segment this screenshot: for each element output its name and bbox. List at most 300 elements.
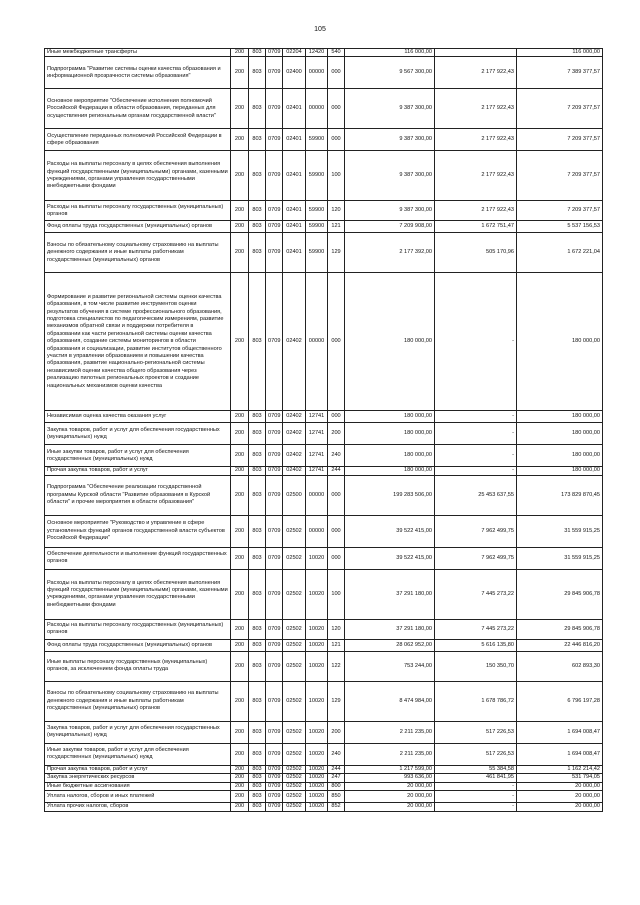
table-row — [45, 639, 603, 651]
row-value-approved: 753 244,00 — [345, 651, 435, 681]
row-value-approved: 9 387 300,00 — [345, 151, 435, 201]
row-value-executed: 5 616 135,80 — [435, 639, 517, 651]
row-name: Взносы по обязательному социальному страхованию на выплаты денежного содержания и иные выплаты работникам государственных (муниципальных) органов — [45, 681, 231, 721]
row-code-1: 200 — [231, 89, 249, 129]
row-code-5: 59900 — [306, 221, 328, 233]
row-code-5: 10020 — [306, 782, 328, 790]
row-code-4: 02401 — [283, 151, 306, 201]
row-code-5: 10020 — [306, 765, 328, 773]
row-code-4: 02402 — [283, 423, 306, 445]
row-value-remaining: 180 000,00 — [517, 423, 603, 445]
row-code-2: 803 — [249, 569, 266, 619]
row-code-1: 200 — [231, 129, 249, 151]
row-value-remaining: 5 537 156,53 — [517, 221, 603, 233]
row-code-2: 803 — [249, 803, 266, 812]
table-row — [45, 743, 603, 765]
row-code-3: 0709 — [266, 619, 283, 639]
row-value-executed: - — [435, 445, 517, 467]
row-code-2: 803 — [249, 791, 266, 803]
row-value-approved: 180 000,00 — [345, 445, 435, 467]
table-row — [45, 774, 603, 782]
row-code-5: 59900 — [306, 129, 328, 151]
row-value-executed: 7 962 499,75 — [435, 547, 517, 569]
row-code-3: 0709 — [266, 273, 283, 411]
row-code-6: 200 — [328, 721, 345, 743]
row-code-1: 200 — [231, 49, 249, 57]
row-name: Формирование и развитие региональной системы оценки качества образования, в том числе развитие инструментов оценки результатов обучения в системе профессионального образования, подготовка специалистов по педагогическим измерениям, развитие механизмов обратной связи и поддержки потребителя в образовании как части региональной системы оценки качества образования, создание системы мониторингов в области образования и социализации, развитие институтов общественного участия в управлении образованием и повышении качества образования, развитие национально-региональной системы независимой оценки качества общего образования через реализацию пилотных региональных проектов и создание национальных механизмов оценки качества — [45, 273, 231, 411]
row-code-5: 59900 — [306, 201, 328, 221]
row-code-1: 200 — [231, 515, 249, 547]
row-code-3: 0709 — [266, 49, 283, 57]
row-value-approved: 116 000,00 — [345, 49, 435, 57]
row-code-2: 803 — [249, 423, 266, 445]
budget-table-body — [45, 49, 603, 812]
row-value-executed: 2 177 922,43 — [435, 201, 517, 221]
row-code-5: 10020 — [306, 569, 328, 619]
row-value-approved: 9 387 300,00 — [345, 201, 435, 221]
table-row — [45, 569, 603, 619]
row-code-3: 0709 — [266, 445, 283, 467]
row-code-6: 129 — [328, 233, 345, 273]
row-value-remaining: 7 209 377,57 — [517, 89, 603, 129]
row-code-3: 0709 — [266, 651, 283, 681]
row-code-6: 100 — [328, 151, 345, 201]
row-code-6: 000 — [328, 475, 345, 515]
row-value-remaining: 1 694 008,47 — [517, 743, 603, 765]
row-code-2: 803 — [249, 129, 266, 151]
row-value-remaining: 7 209 377,57 — [517, 129, 603, 151]
row-value-executed: 461 841,95 — [435, 774, 517, 782]
row-value-remaining: 180 000,00 — [517, 445, 603, 467]
row-code-1: 200 — [231, 791, 249, 803]
row-name: Иные выплаты персоналу государственных (муниципальных) органов, за исключением фонда оплаты труда — [45, 651, 231, 681]
row-code-1: 200 — [231, 743, 249, 765]
row-code-4: 02502 — [283, 743, 306, 765]
row-code-1: 200 — [231, 774, 249, 782]
row-code-3: 0709 — [266, 57, 283, 89]
row-code-6: 244 — [328, 467, 345, 475]
row-code-3: 0709 — [266, 151, 283, 201]
table-row — [45, 151, 603, 201]
row-name: Обеспечение деятельности и выполнение функций государственных органов — [45, 547, 231, 569]
row-code-4: 02502 — [283, 639, 306, 651]
row-code-3: 0709 — [266, 475, 283, 515]
row-code-6: 122 — [328, 651, 345, 681]
row-code-6: 247 — [328, 774, 345, 782]
row-value-approved: 7 209 908,00 — [345, 221, 435, 233]
row-code-1: 200 — [231, 547, 249, 569]
row-code-5: 10020 — [306, 803, 328, 812]
row-code-5: 12741 — [306, 467, 328, 475]
row-code-4: 02502 — [283, 619, 306, 639]
row-value-approved: 9 387 300,00 — [345, 89, 435, 129]
row-value-executed: 505 170,96 — [435, 233, 517, 273]
row-code-4: 02401 — [283, 89, 306, 129]
row-code-4: 02502 — [283, 782, 306, 790]
row-name: Иные закупки товаров, работ и услуг для обеспечения государственных (муниципальных) нужд — [45, 445, 231, 467]
row-value-remaining: 29 845 906,78 — [517, 569, 603, 619]
row-name: Уплата налогов, сборов и иных платежей — [45, 791, 231, 803]
row-code-1: 200 — [231, 619, 249, 639]
row-code-6: 850 — [328, 791, 345, 803]
row-value-approved: 20 000,00 — [345, 782, 435, 790]
row-name: Прочая закупка товаров, работ и услуг — [45, 765, 231, 773]
row-code-5: 59900 — [306, 151, 328, 201]
row-code-4: 02502 — [283, 765, 306, 773]
row-code-4: 02400 — [283, 57, 306, 89]
row-name: Уплата прочих налогов, сборов — [45, 803, 231, 812]
row-code-5: 10020 — [306, 651, 328, 681]
row-name: Независимая оценка качества оказания услуг — [45, 411, 231, 423]
row-code-5: 12741 — [306, 423, 328, 445]
row-value-remaining: 20 000,00 — [517, 803, 603, 812]
row-value-approved: 20 000,00 — [345, 803, 435, 812]
row-value-remaining: 531 794,05 — [517, 774, 603, 782]
row-name: Фонд оплаты труда государственных (муниципальных) органов — [45, 221, 231, 233]
row-code-2: 803 — [249, 273, 266, 411]
row-code-1: 200 — [231, 475, 249, 515]
row-code-4: 02502 — [283, 721, 306, 743]
row-code-1: 200 — [231, 445, 249, 467]
row-code-5: 10020 — [306, 547, 328, 569]
row-value-approved: 2 211 235,00 — [345, 743, 435, 765]
row-value-approved: 180 000,00 — [345, 423, 435, 445]
row-value-executed: 2 177 922,43 — [435, 129, 517, 151]
row-code-4: 02402 — [283, 273, 306, 411]
row-code-3: 0709 — [266, 423, 283, 445]
row-name: Фонд оплаты труда государственных (муниципальных) органов — [45, 639, 231, 651]
table-row — [45, 129, 603, 151]
row-value-approved: 39 522 415,00 — [345, 547, 435, 569]
row-code-2: 803 — [249, 467, 266, 475]
row-code-6: 120 — [328, 201, 345, 221]
row-name: Иные межбюджетные трансферты — [45, 49, 231, 57]
row-code-3: 0709 — [266, 129, 283, 151]
row-code-5: 00000 — [306, 515, 328, 547]
row-value-executed: - — [435, 273, 517, 411]
row-code-6: 121 — [328, 639, 345, 651]
table-row — [45, 467, 603, 475]
row-code-1: 200 — [231, 681, 249, 721]
row-value-executed: 1 672 751,47 — [435, 221, 517, 233]
row-code-1: 200 — [231, 651, 249, 681]
row-value-remaining: 1 162 214,42 — [517, 765, 603, 773]
row-name: Подпрограмма "Развитие системы оценки качества образования и информационной прозрачности системы образования" — [45, 57, 231, 89]
row-code-1: 200 — [231, 467, 249, 475]
row-code-2: 803 — [249, 57, 266, 89]
row-code-2: 803 — [249, 681, 266, 721]
row-value-executed: 7 962 499,75 — [435, 515, 517, 547]
table-row — [45, 515, 603, 547]
row-value-approved: 2 177 392,00 — [345, 233, 435, 273]
row-code-5: 10020 — [306, 721, 328, 743]
row-code-6: 000 — [328, 547, 345, 569]
table-row — [45, 49, 603, 57]
row-value-executed: 2 177 922,43 — [435, 89, 517, 129]
row-code-5: 12741 — [306, 445, 328, 467]
row-code-6: 000 — [328, 273, 345, 411]
row-value-executed: - — [435, 467, 517, 475]
row-value-executed: 7 445 273,22 — [435, 569, 517, 619]
row-code-3: 0709 — [266, 89, 283, 129]
row-value-remaining: 1 672 221,04 — [517, 233, 603, 273]
row-name: Расходы на выплаты персоналу в целях обеспечения выполнения функций государственными (муниципальными) органами, казенными учреждениями, органами управления государственными внебюджетными фондами — [45, 569, 231, 619]
row-name: Взносы по обязательному социальному страхованию на выплаты денежного содержания и иные выплаты работникам государственных (муниципальных) органов — [45, 233, 231, 273]
row-value-executed: 7 445 273,22 — [435, 619, 517, 639]
row-code-6: 000 — [328, 515, 345, 547]
row-value-executed: - — [435, 411, 517, 423]
row-code-2: 803 — [249, 151, 266, 201]
row-code-4: 02502 — [283, 791, 306, 803]
row-code-4: 02204 — [283, 49, 306, 57]
row-code-6: 540 — [328, 49, 345, 57]
row-code-3: 0709 — [266, 782, 283, 790]
row-code-4: 02502 — [283, 547, 306, 569]
row-code-6: 240 — [328, 743, 345, 765]
row-code-1: 200 — [231, 803, 249, 812]
row-code-6: 244 — [328, 765, 345, 773]
row-value-approved: 8 474 984,00 — [345, 681, 435, 721]
row-code-4: 02502 — [283, 569, 306, 619]
row-code-2: 803 — [249, 721, 266, 743]
row-code-2: 803 — [249, 411, 266, 423]
row-code-3: 0709 — [266, 515, 283, 547]
row-code-1: 200 — [231, 782, 249, 790]
row-code-4: 02402 — [283, 411, 306, 423]
row-code-6: 000 — [328, 57, 345, 89]
row-code-6: 100 — [328, 569, 345, 619]
row-value-approved: 9 567 300,00 — [345, 57, 435, 89]
row-value-executed: 2 177 922,43 — [435, 57, 517, 89]
row-code-3: 0709 — [266, 411, 283, 423]
row-code-6: 129 — [328, 681, 345, 721]
row-code-1: 200 — [231, 233, 249, 273]
row-code-3: 0709 — [266, 467, 283, 475]
row-code-5: 59900 — [306, 233, 328, 273]
row-code-5: 00000 — [306, 475, 328, 515]
row-code-1: 200 — [231, 273, 249, 411]
row-value-executed: 2 177 922,43 — [435, 151, 517, 201]
row-code-2: 803 — [249, 639, 266, 651]
row-value-approved: 180 000,00 — [345, 411, 435, 423]
row-name: Закупка товаров, работ и услуг для обеспечения государственных (муниципальных) нужд — [45, 721, 231, 743]
row-value-approved: 9 387 300,00 — [345, 129, 435, 151]
row-value-approved: 39 522 415,00 — [345, 515, 435, 547]
table-row — [45, 411, 603, 423]
table-row — [45, 782, 603, 790]
row-code-5: 00000 — [306, 89, 328, 129]
row-value-approved: 199 283 506,00 — [345, 475, 435, 515]
row-code-3: 0709 — [266, 201, 283, 221]
row-name: Расходы на выплаты персоналу государственных (муниципальных) органов — [45, 619, 231, 639]
table-row — [45, 651, 603, 681]
table-row — [45, 201, 603, 221]
row-code-6: 121 — [328, 221, 345, 233]
row-code-5: 00000 — [306, 57, 328, 89]
row-value-remaining: 7 209 377,57 — [517, 151, 603, 201]
row-code-4: 02502 — [283, 651, 306, 681]
row-value-remaining: 180 000,00 — [517, 467, 603, 475]
row-code-1: 200 — [231, 423, 249, 445]
row-code-3: 0709 — [266, 681, 283, 721]
row-code-1: 200 — [231, 721, 249, 743]
row-value-approved: 1 217 599,00 — [345, 765, 435, 773]
row-code-5: 12420 — [306, 49, 328, 57]
table-row — [45, 273, 603, 411]
row-code-2: 803 — [249, 233, 266, 273]
row-code-1: 200 — [231, 639, 249, 651]
row-code-2: 803 — [249, 743, 266, 765]
row-code-4: 02401 — [283, 201, 306, 221]
row-name: Закупка энергетических ресурсов — [45, 774, 231, 782]
row-code-2: 803 — [249, 547, 266, 569]
row-code-6: 852 — [328, 803, 345, 812]
row-code-2: 803 — [249, 201, 266, 221]
row-value-executed: 1 678 786,72 — [435, 681, 517, 721]
row-value-executed — [435, 49, 517, 57]
table-row — [45, 445, 603, 467]
row-value-approved: 37 291 180,00 — [345, 619, 435, 639]
row-code-6: 240 — [328, 445, 345, 467]
row-value-executed: 517 226,53 — [435, 743, 517, 765]
row-value-remaining: 173 829 870,45 — [517, 475, 603, 515]
row-code-5: 10020 — [306, 639, 328, 651]
row-code-3: 0709 — [266, 547, 283, 569]
row-code-3: 0709 — [266, 721, 283, 743]
row-value-remaining: 29 845 906,78 — [517, 619, 603, 639]
row-code-5: 10020 — [306, 743, 328, 765]
table-row — [45, 681, 603, 721]
row-value-executed: 150 350,70 — [435, 651, 517, 681]
row-code-4: 02401 — [283, 233, 306, 273]
row-code-5: 10020 — [306, 681, 328, 721]
table-row — [45, 721, 603, 743]
table-row — [45, 547, 603, 569]
row-code-4: 02502 — [283, 803, 306, 812]
row-name: Иные бюджетные ассигнования — [45, 782, 231, 790]
row-code-3: 0709 — [266, 233, 283, 273]
row-name: Расходы на выплаты персоналу государственных (муниципальных) органов — [45, 201, 231, 221]
table-row — [45, 791, 603, 803]
row-value-remaining: 1 694 008,47 — [517, 721, 603, 743]
table-row — [45, 57, 603, 89]
row-code-2: 803 — [249, 515, 266, 547]
row-value-remaining: 22 446 816,20 — [517, 639, 603, 651]
row-name: Прочая закупка товаров, работ и услуг — [45, 467, 231, 475]
row-code-5: 10020 — [306, 619, 328, 639]
row-value-remaining: 6 796 197,28 — [517, 681, 603, 721]
row-code-3: 0709 — [266, 743, 283, 765]
row-value-remaining: 116 000,00 — [517, 49, 603, 57]
row-value-approved: 993 636,00 — [345, 774, 435, 782]
row-code-2: 803 — [249, 782, 266, 790]
row-name: Основное мероприятие "Обеспечение исполнения полномочий Российской Федерации в области образования, переданных для осуществления региональным органам государственной власти" — [45, 89, 231, 129]
row-name: Подпрограмма "Обеспечение реализации государственной программы Курской области "Развитие образования в Курской области" и прочие мероприятия в области образования" — [45, 475, 231, 515]
row-code-4: 02502 — [283, 515, 306, 547]
row-value-approved: 180 000,00 — [345, 467, 435, 475]
row-code-6: 120 — [328, 619, 345, 639]
row-code-4: 02402 — [283, 467, 306, 475]
table-row — [45, 765, 603, 773]
row-code-4: 02502 — [283, 774, 306, 782]
row-value-executed: 517 226,53 — [435, 721, 517, 743]
table-row — [45, 89, 603, 129]
row-value-remaining: 7 389 377,57 — [517, 57, 603, 89]
row-code-1: 200 — [231, 765, 249, 773]
row-code-3: 0709 — [266, 774, 283, 782]
table-row — [45, 619, 603, 639]
row-code-1: 200 — [231, 57, 249, 89]
table-row — [45, 221, 603, 233]
row-code-5: 10020 — [306, 774, 328, 782]
row-name: Расходы на выплаты персоналу в целях обеспечения выполнения функций государственными (муниципальными) органами, казенными учреждениями, органами управления государственными внебюджетными фондами — [45, 151, 231, 201]
row-value-approved: 28 062 952,00 — [345, 639, 435, 651]
row-value-executed: - — [435, 782, 517, 790]
row-value-executed: 25 453 637,55 — [435, 475, 517, 515]
row-code-4: 02402 — [283, 445, 306, 467]
row-code-5: 10020 — [306, 791, 328, 803]
row-name: Закупка товаров, работ и услуг для обеспечения государственных (муниципальных) нужд — [45, 423, 231, 445]
row-name: Основное мероприятие "Руководство и управление в сфере установленных функций органов государственной власти субъектов Российской Федерации" — [45, 515, 231, 547]
row-code-1: 200 — [231, 411, 249, 423]
row-code-5: 00000 — [306, 273, 328, 411]
row-code-2: 803 — [249, 49, 266, 57]
table-row — [45, 423, 603, 445]
row-code-6: 000 — [328, 129, 345, 151]
budget-table — [44, 48, 603, 812]
row-value-remaining: 180 000,00 — [517, 411, 603, 423]
row-code-2: 803 — [249, 89, 266, 129]
row-code-4: 02500 — [283, 475, 306, 515]
row-value-approved: 20 000,00 — [345, 791, 435, 803]
row-name: Осуществление переданных полномочий Российской Федерации в сфере образования — [45, 129, 231, 151]
row-value-remaining: 602 893,30 — [517, 651, 603, 681]
row-code-2: 803 — [249, 475, 266, 515]
row-code-1: 200 — [231, 151, 249, 201]
row-value-executed: - — [435, 423, 517, 445]
row-code-4: 02502 — [283, 681, 306, 721]
row-code-1: 200 — [231, 569, 249, 619]
row-value-executed: - — [435, 791, 517, 803]
row-code-3: 0709 — [266, 765, 283, 773]
row-code-4: 02401 — [283, 129, 306, 151]
row-value-remaining: 180 000,00 — [517, 273, 603, 411]
row-code-6: 000 — [328, 411, 345, 423]
row-value-executed: 55 384,58 — [435, 765, 517, 773]
row-value-remaining: 7 209 377,57 — [517, 201, 603, 221]
row-code-3: 0709 — [266, 791, 283, 803]
row-code-4: 02401 — [283, 221, 306, 233]
row-code-2: 803 — [249, 651, 266, 681]
row-code-6: 200 — [328, 423, 345, 445]
row-code-6: 800 — [328, 782, 345, 790]
row-code-2: 803 — [249, 765, 266, 773]
row-name: Иные закупки товаров, работ и услуг для обеспечения государственных (муниципальных) нужд — [45, 743, 231, 765]
row-code-5: 12741 — [306, 411, 328, 423]
row-value-executed: - — [435, 803, 517, 812]
row-code-3: 0709 — [266, 569, 283, 619]
row-code-3: 0709 — [266, 639, 283, 651]
row-code-1: 200 — [231, 201, 249, 221]
table-row — [45, 475, 603, 515]
row-value-approved: 37 291 180,00 — [345, 569, 435, 619]
row-value-remaining: 20 000,00 — [517, 791, 603, 803]
row-code-2: 803 — [249, 445, 266, 467]
row-code-3: 0709 — [266, 803, 283, 812]
table-row — [45, 803, 603, 812]
row-value-remaining: 20 000,00 — [517, 782, 603, 790]
row-code-6: 000 — [328, 89, 345, 129]
